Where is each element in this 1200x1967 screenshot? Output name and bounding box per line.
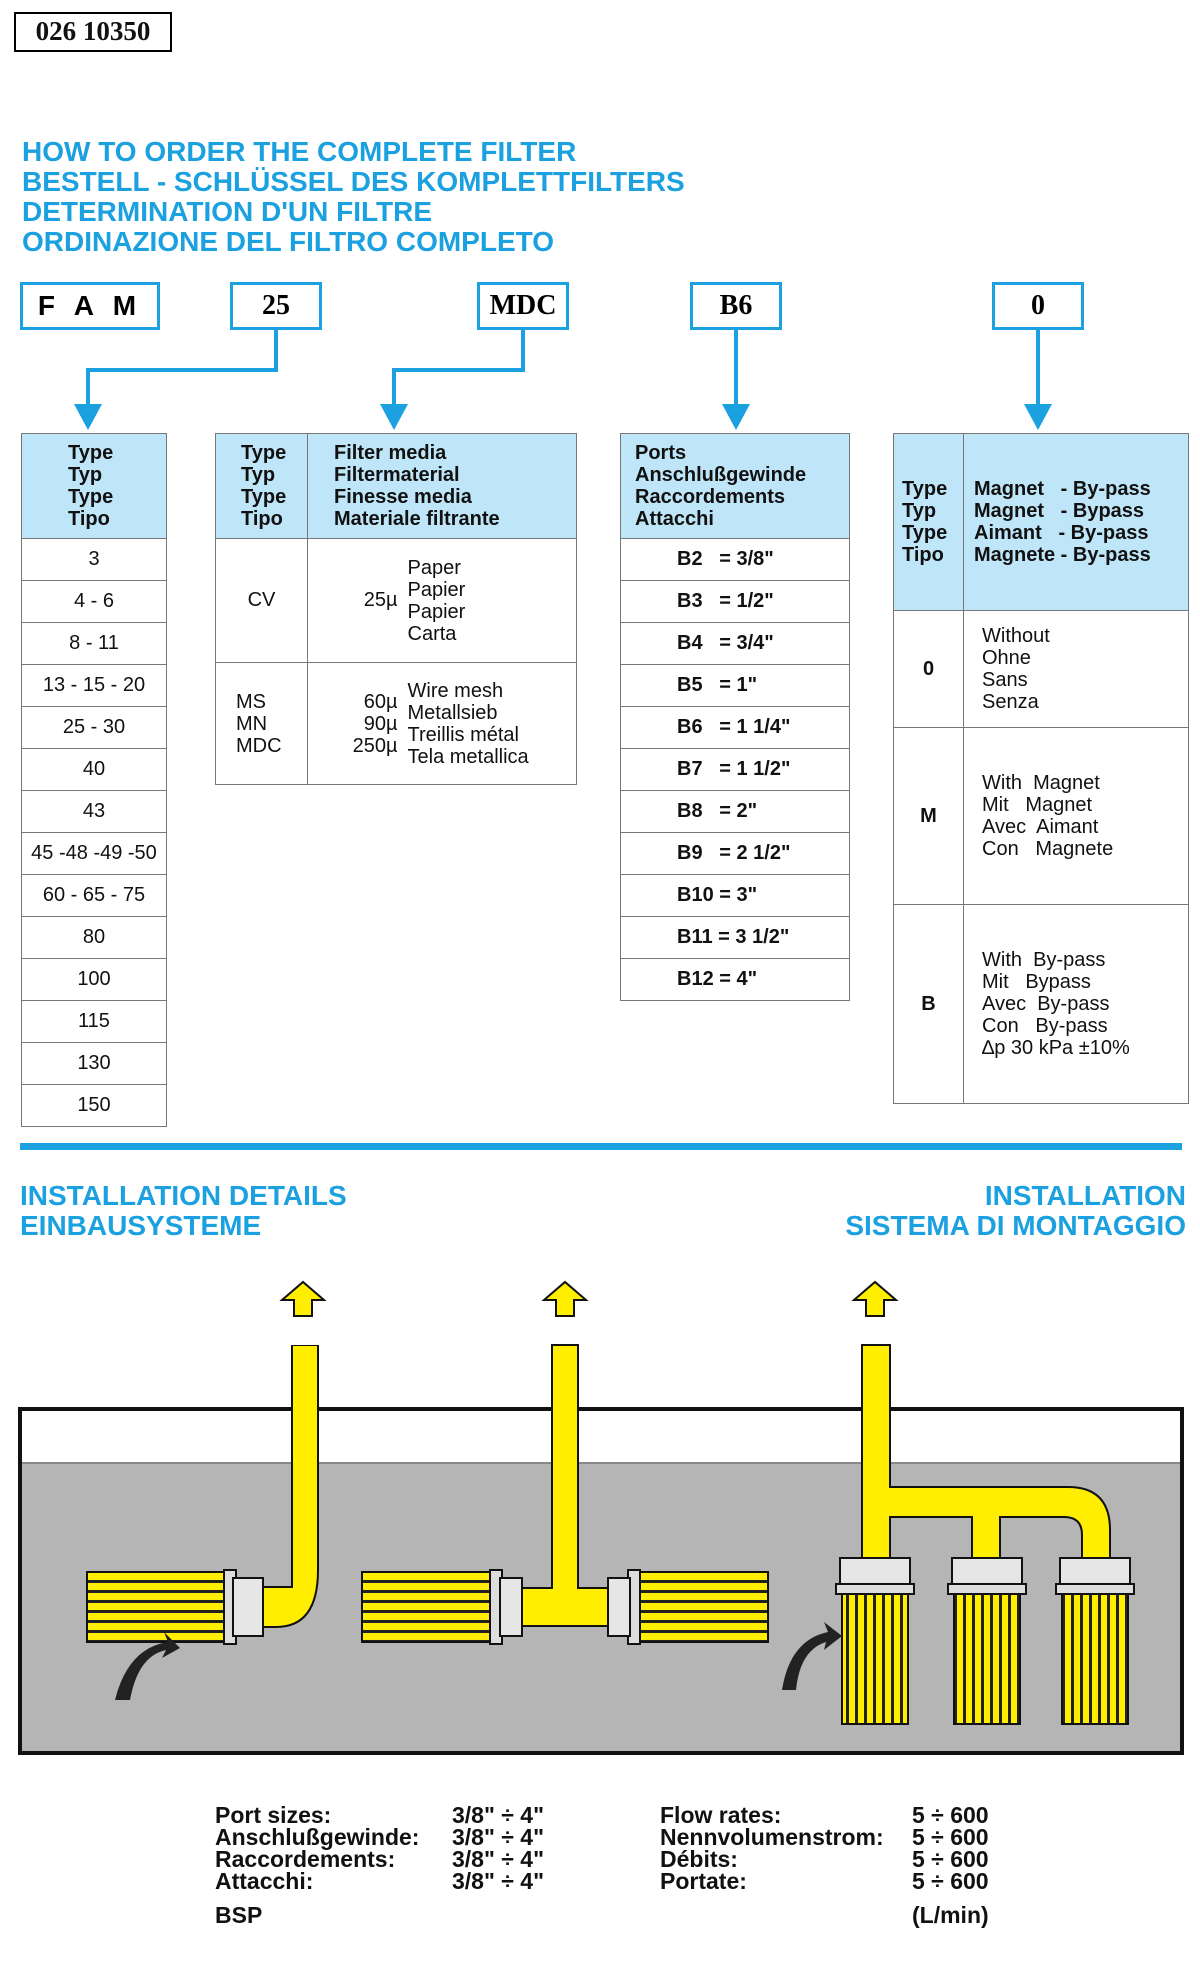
installation-title-right: INSTALLATION SISTEMA DI MONTAGGIO bbox=[845, 1180, 1186, 1241]
option-table-option-header: Magnet - By-pass Magnet - Bypass Aimant - By-pass Magnete - By-pass bbox=[964, 434, 1189, 611]
installation-diagram bbox=[0, 1260, 1200, 1780]
port-size-values: 3/8" ÷ 4" 3/8" ÷ 4" 3/8" ÷ 4" 3/8" ÷ 4" bbox=[452, 1802, 544, 1894]
media-code: MS MN MDC bbox=[216, 663, 308, 785]
arrow-down-icon bbox=[380, 404, 408, 430]
port-row: B8 = 2" bbox=[621, 791, 850, 833]
arrow-down-icon bbox=[74, 404, 102, 430]
option-row bbox=[894, 728, 1189, 905]
option-code: B bbox=[894, 905, 964, 1104]
type-row: 45 -48 -49 -50 bbox=[22, 833, 167, 875]
order-title-en: HOW TO ORDER THE COMPLETE FILTER bbox=[22, 136, 577, 167]
order-title-de: BESTELL - SCHLÜSSEL DES KOMPLETTFILTERS bbox=[22, 166, 685, 197]
option-table bbox=[893, 433, 1189, 1104]
media-description: Wire mesh Metallsieb Treillis métal Tela metallica bbox=[408, 663, 577, 785]
media-description: Paper Papier Papier Carta bbox=[408, 539, 577, 663]
port-row: B3 = 1/2" bbox=[621, 581, 850, 623]
flow-arrow-up-icon bbox=[282, 1282, 324, 1316]
tank-headspace bbox=[22, 1411, 1180, 1463]
port-row: B2 = 3/8" bbox=[621, 539, 850, 581]
option-description: With Magnet Mit Magnet Avec Aimant Con Magnete bbox=[964, 728, 1189, 905]
option-code: M bbox=[894, 728, 964, 905]
option-description: Without Ohne Sans Senza bbox=[964, 611, 1189, 728]
type-row: 13 - 15 - 20 bbox=[22, 665, 167, 707]
port-row: B5 = 1" bbox=[621, 665, 850, 707]
installation-title-left: INSTALLATION DETAILS EINBAUSYSTEME bbox=[20, 1180, 347, 1241]
type-row: 100 bbox=[22, 959, 167, 1001]
type-row: 8 - 11 bbox=[22, 623, 167, 665]
option-row bbox=[894, 905, 1189, 1104]
flow-rate-unit: (L/min) bbox=[912, 1902, 989, 1928]
option-description: With By-pass Mit Bypass Avec By-pass Con By-pass ∆p 30 kPa ±10% bbox=[964, 905, 1189, 1104]
order-title-it: ORDINAZIONE DEL FILTRO COMPLETO bbox=[22, 226, 554, 257]
arrow-down-icon bbox=[1024, 404, 1052, 430]
type-row: 60 - 65 - 75 bbox=[22, 875, 167, 917]
type-row: 115 bbox=[22, 1001, 167, 1043]
media-code: CV bbox=[216, 539, 308, 663]
port-row: B4 = 3/4" bbox=[621, 623, 850, 665]
document-code: 026 10350 bbox=[14, 12, 172, 52]
media-table bbox=[215, 433, 577, 785]
type-row: 150 bbox=[22, 1085, 167, 1127]
port-row: B12 = 4" bbox=[621, 959, 850, 1001]
flow-arrow-up-icon bbox=[854, 1282, 896, 1316]
section-divider bbox=[20, 1143, 1182, 1150]
type-row: 80 bbox=[22, 917, 167, 959]
port-row: B9 = 2 1/2" bbox=[621, 833, 850, 875]
order-code-fam: F A M bbox=[20, 282, 160, 330]
order-code-port: B6 bbox=[690, 282, 782, 330]
port-row: B11 = 3 1/2" bbox=[621, 917, 850, 959]
option-row bbox=[894, 611, 1189, 728]
ports-table bbox=[620, 433, 850, 1001]
media-table-type-header: Type Typ Type Tipo bbox=[216, 434, 308, 539]
flow-rate-values: 5 ÷ 600 5 ÷ 600 5 ÷ 600 5 ÷ 600 bbox=[912, 1802, 989, 1894]
port-row: B6 = 1 1/4" bbox=[621, 707, 850, 749]
order-title-fr: DETERMINATION D'UN FILTRE bbox=[22, 196, 433, 227]
ports-table-header: Ports Anschlußgewinde Raccordements Attacchi bbox=[621, 434, 850, 539]
type-row: 3 bbox=[22, 539, 167, 581]
port-size-note: BSP bbox=[215, 1902, 263, 1928]
type-table bbox=[21, 433, 167, 1127]
type-row: 4 - 6 bbox=[22, 581, 167, 623]
media-rating: 60µ 90µ 250µ bbox=[308, 663, 408, 785]
flow-arrow-up-icon bbox=[544, 1282, 586, 1316]
order-code-size: 25 bbox=[230, 282, 322, 330]
port-row: B7 = 1 1/2" bbox=[621, 749, 850, 791]
media-row bbox=[216, 663, 577, 785]
type-row: 40 bbox=[22, 749, 167, 791]
type-row: 25 - 30 bbox=[22, 707, 167, 749]
type-row: 43 bbox=[22, 791, 167, 833]
order-code-media: MDC bbox=[477, 282, 569, 330]
media-rating: 25µ bbox=[308, 539, 408, 663]
arrow-down-icon bbox=[722, 404, 750, 430]
media-table-media-header: Filter media Filtermaterial Finesse media Materiale filtrante bbox=[308, 434, 577, 539]
option-code: 0 bbox=[894, 611, 964, 728]
type-row: 130 bbox=[22, 1043, 167, 1085]
media-row bbox=[216, 539, 577, 663]
flow-rate-labels: Flow rates: Nennvolumenstrom: Débits: Portate: bbox=[660, 1802, 884, 1894]
order-code-option: 0 bbox=[992, 282, 1084, 330]
type-table-header: Type Typ Type Tipo bbox=[22, 434, 167, 539]
port-row: B10 = 3" bbox=[621, 875, 850, 917]
port-size-labels: Port sizes: Anschlußgewinde: Raccordements: Attacchi: bbox=[215, 1802, 420, 1894]
order-connectors bbox=[0, 0, 1200, 440]
option-table-type-header: Type Typ Type Tipo bbox=[894, 434, 964, 611]
